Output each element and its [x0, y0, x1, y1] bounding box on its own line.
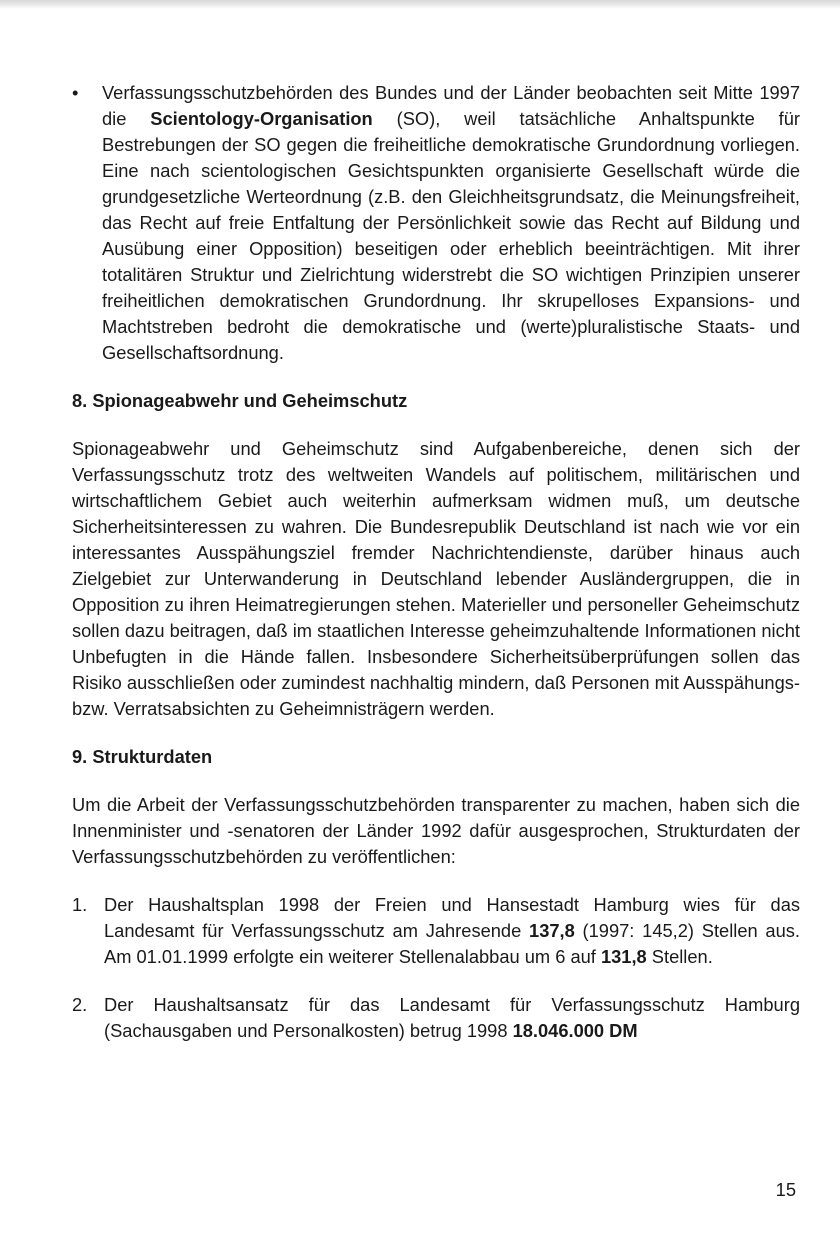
bullet-text: Verfassungsschutzbehörden des Bundes und der Länder beobachten seit Mitte 1997 die Scientology-Organisation (SO), weil tatsächliche Anhaltspunkte für Bestrebungen der SO gegen die freiheitliche demokratische Grundordnung vorliegen. Eine nach scientologischen Gesichtspunkten organisierte Gesellschaft würde die grundgesetzliche Werteordnung (z.B. den Gleichheitsgrundsatz, die Meinungsfreiheit, das Recht auf freie Entfaltung der Persönlichkeit sowie das Recht auf Bildung und Ausübung einer Opposition) beseitigen oder erheblich beeinträchtigen. Mit ihrer totalitären Struktur und Zielrichtung widerstrebt die SO wichtigen Prinzipien unserer freiheitlichen demokratischen Grundordnung. Ihr skrupelloses Expansions- und Machtstreben bedroht die demokratische und (werte)pluralistische Staats- und Gesellschaftsordnung.	[102, 82, 800, 363]
bold-value: 137,8	[529, 920, 575, 941]
bullet-icon: •	[72, 82, 79, 103]
section-heading-8: 8. Spionageabwehr und Geheimschutz	[72, 390, 408, 411]
numbered-list	[72, 892, 800, 1044]
scan-top-edge	[0, 0, 840, 9]
document-page	[72, 80, 800, 1044]
bullet-paragraph-scientology	[72, 80, 800, 366]
bold-value: 131,8	[600, 946, 647, 967]
list-item-2	[72, 992, 800, 1044]
bold-term: Scientology-Organisation	[150, 108, 373, 129]
list-number: 2.	[72, 994, 88, 1015]
section-9-paragraph: Um die Arbeit der Verfassungsschutzbehörden transparenter zu machen, haben sich die Innenminister und -senatoren der Länder 1992 dafür ausgesprochen, Strukturdaten der Verfassungsschutzbehörden zu veröffentlichen:	[72, 794, 800, 867]
list-item-text: Der Haushaltsansatz für das Landesamt für Verfassungsschutz Hamburg (Sachausgaben und Personalkosten) betrug 1998 18.046.000 DM	[104, 994, 800, 1041]
list-item-text: Der Haushaltsplan 1998 der Freien und Hansestadt Hamburg wies für das Landesamt für Verfassungsschutz am Jahresende 137,8 (1997: 145,2) Stellen aus. Am 01.01.1999 erfolgte ein weiterer Stellenalabbau um 6 auf 131,8 Stellen.	[104, 894, 800, 967]
page-number: 15	[775, 1179, 796, 1200]
section-8-paragraph: Spionageabwehr und Geheimschutz sind Aufgabenbereiche, denen sich der Verfassungsschutz trotz des weltweiten Wandels auf politischem, militärischen und wirtschaftlichem Gebiet auch weiterhin aufmerksam widmen muß, um deutsche Sicherheitsinteressen zu wahren. Die Bundesrepublik Deutschland ist nach wie vor ein interessantes Ausspähungsziel fremder Nachrichtendienste, darüber hinaus auch Zielgebiet zur Unterwanderung in Deutschland lebender Ausländergruppen, die in Opposition zu ihren Heimatregierungen stehen. Materieller und personeller Geheimschutz sollen dazu beitragen, daß im staatlichen Interesse geheimzuhaltende Informationen nicht Unbefugten in die Hände fallen. Insbesondere Sicherheitsüberprüfungen sollen das Risiko ausschließen oder zumindest nachhaltig mindern, daß Personen mit Ausspähungs- bzw. Verratsabsichten zu Geheimnisträgern werden.	[72, 438, 800, 719]
list-number: 1.	[72, 894, 88, 915]
section-heading-9: 9. Strukturdaten	[72, 746, 213, 767]
bold-value: 18.046.000 DM	[512, 1020, 638, 1041]
list-item-1	[72, 892, 800, 970]
